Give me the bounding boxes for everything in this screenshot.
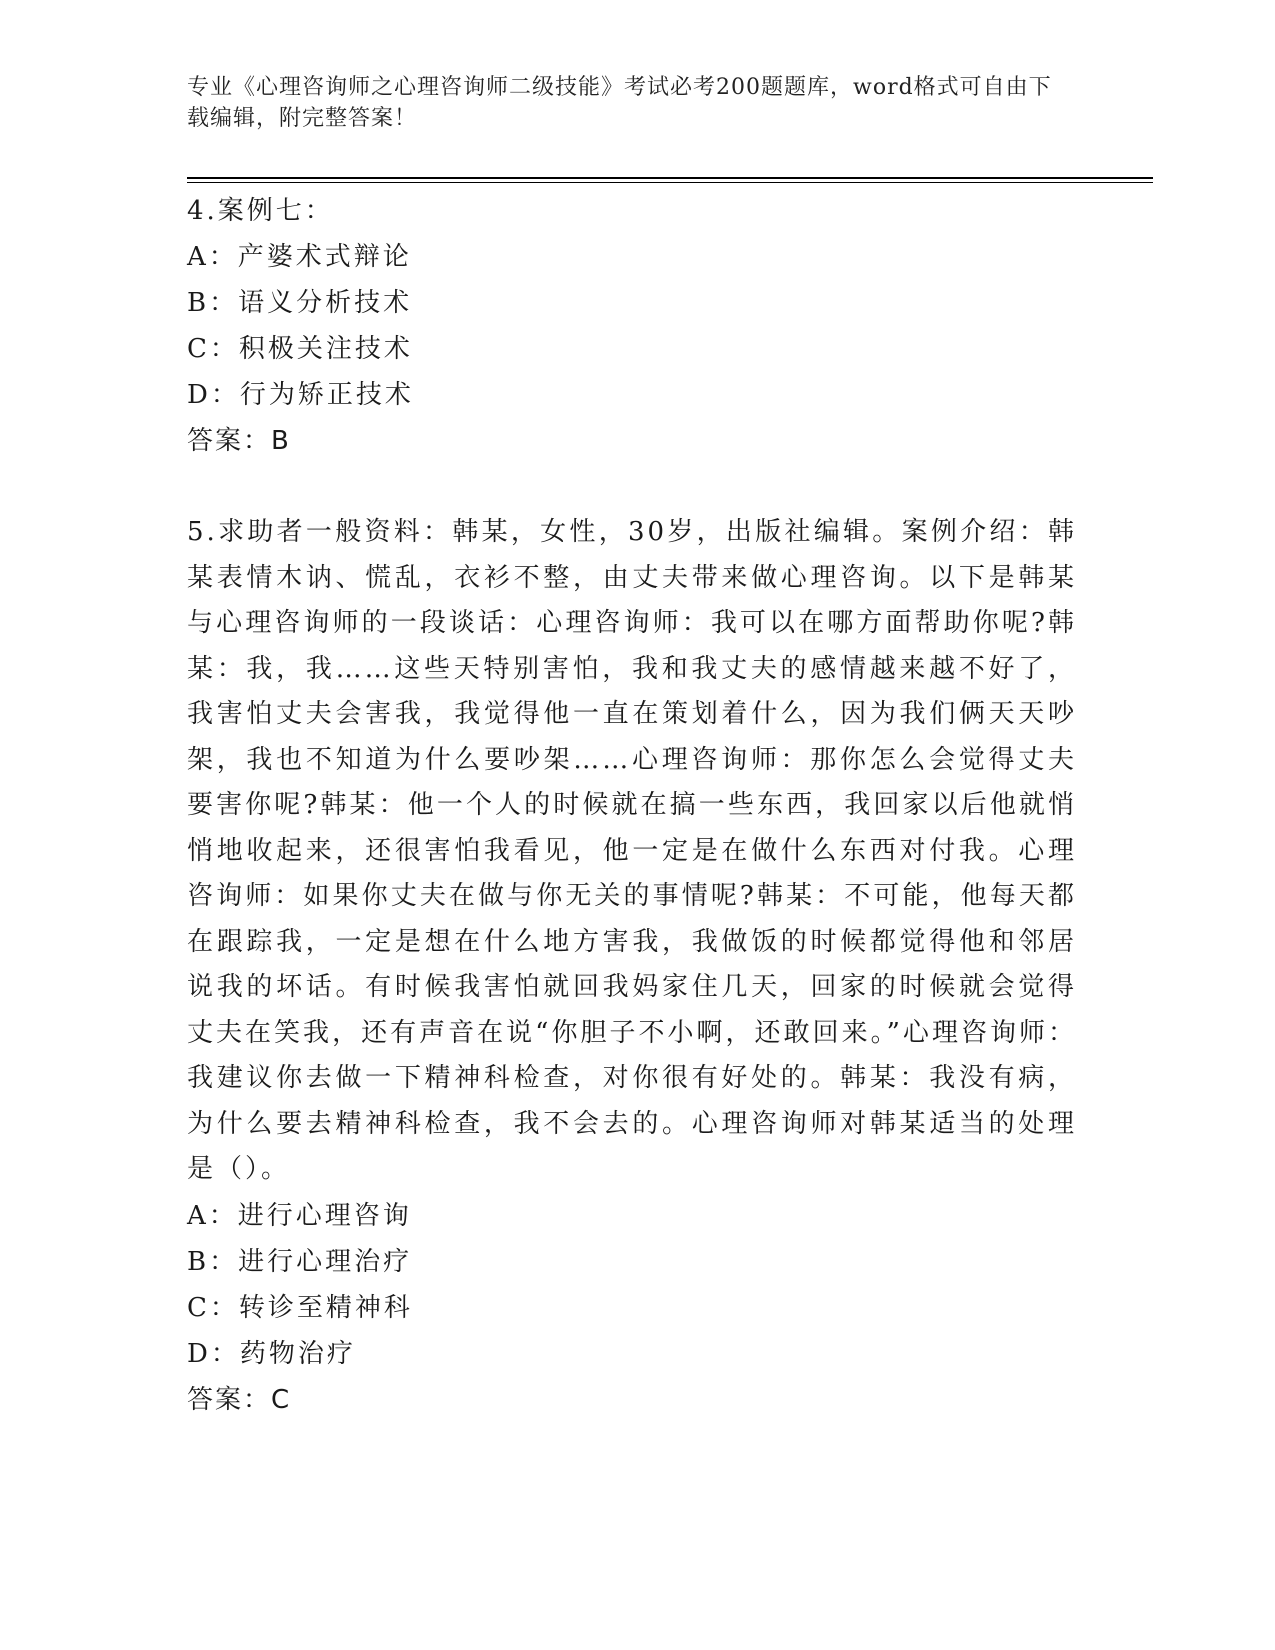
question-stem: 4.案例七：	[187, 196, 334, 226]
option-c: C：积极关注技术	[187, 334, 413, 364]
option-a: A：进行心理咨询	[187, 1200, 412, 1231]
answer-line: 答案：C	[187, 1384, 292, 1415]
question-spacer	[187, 464, 1077, 510]
option-b: B：语义分析技术	[187, 288, 413, 318]
document-header: 专业《心理咨询师之心理咨询师二级技能》考试必考200题题库，word格式可自由下载编辑，附完整答案！	[187, 75, 1052, 131]
header-divider-thin	[187, 182, 1153, 183]
question-4	[187, 188, 1077, 464]
question-list	[187, 188, 1077, 1423]
option-d: D：药物治疗	[187, 1338, 356, 1369]
option-d: D：行为矫正技术	[187, 380, 414, 410]
header-divider-thick	[187, 177, 1153, 179]
question-5	[187, 510, 1077, 1423]
question-stem: 5.求助者一般资料：韩某，女性，30岁，出版社编辑。案例介绍：韩某表情木讷、慌乱，衣衫不整，由丈夫带来做心理咨询。以下是韩某与心理咨询师的一段谈话：心理咨询师：我可以在哪方面帮助你呢?韩某：我，我……这些天特别害怕，我和我丈夫的感情越来越不好了，我害怕丈夫会害我，我觉得他一直在策划着什么，因为我们俩天天吵架，我也不知道为什么要吵架……心理咨询师：那你怎么会觉得丈夫要害你呢?韩某：他一个人的时候就在搞一些东西，我回家以后他就悄悄地收起来，还很害怕我看见，他一定是在做什么东西对付我。心理咨询师：如果你丈夫在做与你无关的事情呢?韩某：不可能，他每天都在跟踪我，一定是想在什么地方害我，我做饭的时候都觉得他和邻居说我的坏话。有时候我害怕就回我妈家住几天，回家的时候就会觉得丈夫在笑我，还有声音在说“你胆子不小啊，还敢回来。”心理咨询师：我建议你去做一下精神科检查，对你很有好处的。韩某：我没有病，为什么要去精神科检查，我不会去的。心理咨询师对韩某适当的处理是（）。	[187, 517, 1077, 1184]
option-a: A：产婆术式辩论	[187, 242, 412, 272]
option-b: B：进行心理治疗	[187, 1246, 413, 1277]
option-c: C：转诊至精神科	[187, 1292, 413, 1323]
answer-line: 答案：B	[187, 426, 291, 456]
